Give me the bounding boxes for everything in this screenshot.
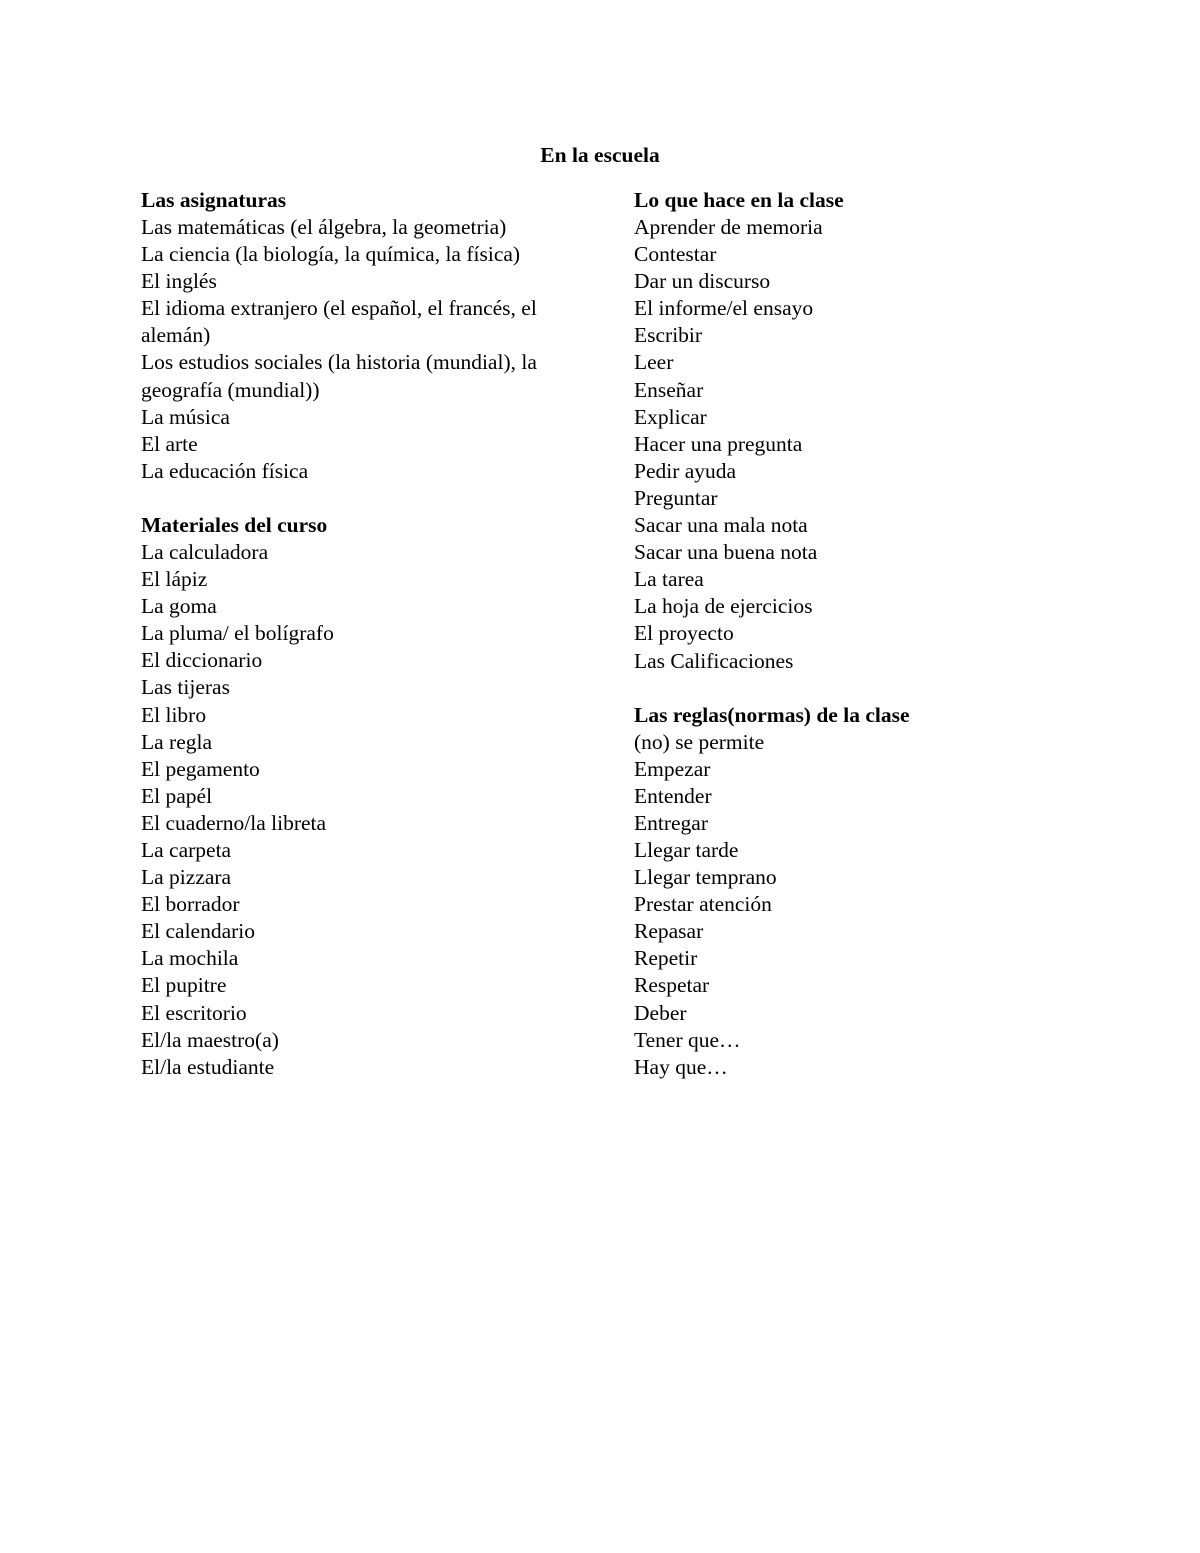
- page-title: En la escuela: [540, 143, 660, 167]
- list-item: La educación física: [141, 458, 309, 483]
- list-item: Escribir: [634, 323, 703, 348]
- list-item: Pedir ayuda: [634, 458, 737, 483]
- list-item: Respetar: [634, 973, 710, 998]
- list-item: Deber: [634, 1000, 687, 1025]
- list-item: La hoja de ejercicios: [634, 594, 813, 619]
- list-item: La calculadora: [141, 539, 269, 564]
- list-item: Contestar: [634, 242, 717, 267]
- list-item: El escritorio: [141, 1000, 247, 1025]
- list-item: Repetir: [634, 946, 698, 971]
- list-item: La carpeta: [141, 837, 232, 862]
- list-item: Entender: [634, 783, 712, 808]
- list-item: La ciencia (la biología, la química, la física): [141, 242, 521, 267]
- section-lo-que-hace: [634, 187, 1074, 675]
- list-item: La goma: [141, 594, 217, 619]
- list-item: El diccionario: [141, 648, 263, 673]
- list-item: El informe/el ensayo: [634, 296, 814, 321]
- list-item: Llegar tarde: [634, 837, 739, 862]
- list-item: Hacer una pregunta: [634, 431, 803, 456]
- section-materiales: [141, 512, 581, 1081]
- list-item: La pluma/ el bolígrafo: [141, 621, 334, 646]
- list-item: El arte: [141, 431, 198, 456]
- list-item: El cuaderno/la libreta: [141, 810, 327, 835]
- list-item: El proyecto: [634, 621, 734, 646]
- list-item: Entregar: [634, 810, 709, 835]
- list-item: Repasar: [634, 919, 704, 944]
- right-column: [634, 187, 1074, 1108]
- list-item: El borrador: [141, 892, 240, 917]
- section-heading: Materiales del curso: [141, 512, 328, 537]
- list-item: Preguntar: [634, 485, 718, 510]
- list-item: Dar un discurso: [634, 269, 771, 294]
- word-list: [141, 214, 581, 485]
- list-item: Leer: [634, 350, 674, 375]
- section-heading: Lo que hace en la clase: [634, 188, 844, 212]
- list-item: El/la maestro(a): [141, 1027, 279, 1052]
- list-item: El papél: [141, 783, 213, 808]
- list-item: Los estudios sociales (la historia (mundial), la geografía (mundial)): [141, 350, 537, 402]
- list-item: El/la estudiante: [141, 1054, 275, 1079]
- list-item: El pupitre: [141, 973, 227, 998]
- list-item: El inglés: [141, 269, 217, 294]
- list-item: La tarea: [634, 567, 704, 592]
- section-heading: Las reglas(normas) de la clase: [634, 702, 910, 727]
- list-item: Explicar: [634, 404, 707, 429]
- list-item: Las matemáticas (el álgebra, la geometria): [141, 215, 507, 239]
- word-list: [634, 729, 1074, 1081]
- section-reglas: [634, 702, 1074, 1081]
- list-item: (no) se permite: [634, 729, 765, 754]
- word-list: [141, 539, 581, 1081]
- list-item: Las tijeras: [141, 675, 230, 700]
- list-item: El libro: [141, 702, 207, 727]
- list-item: Empezar: [634, 756, 711, 781]
- left-column: [141, 187, 581, 1108]
- list-item: La música: [141, 404, 230, 429]
- list-item: Llegar temprano: [634, 865, 777, 890]
- word-list: [634, 214, 1074, 675]
- list-item: El calendario: [141, 919, 256, 944]
- list-item: El lápiz: [141, 567, 208, 592]
- list-item: El pegamento: [141, 756, 260, 781]
- list-item: El idioma extranjero (el español, el francés, el alemán): [141, 296, 537, 348]
- list-item: Tener que…: [634, 1027, 741, 1052]
- list-item: La mochila: [141, 946, 239, 971]
- list-item: La pizzara: [141, 865, 232, 890]
- list-item: Sacar una buena nota: [634, 540, 818, 565]
- section-asignaturas: [141, 187, 581, 485]
- list-item: Las Calificaciones: [634, 648, 794, 673]
- list-item: Sacar una mala nota: [634, 513, 808, 538]
- list-item: Enseñar: [634, 377, 704, 402]
- list-item: Prestar atención: [634, 892, 772, 917]
- list-item: Aprender de memoria: [634, 215, 823, 239]
- section-heading: Las asignaturas: [141, 188, 287, 212]
- list-item: Hay que…: [634, 1054, 728, 1079]
- list-item: La regla: [141, 729, 213, 754]
